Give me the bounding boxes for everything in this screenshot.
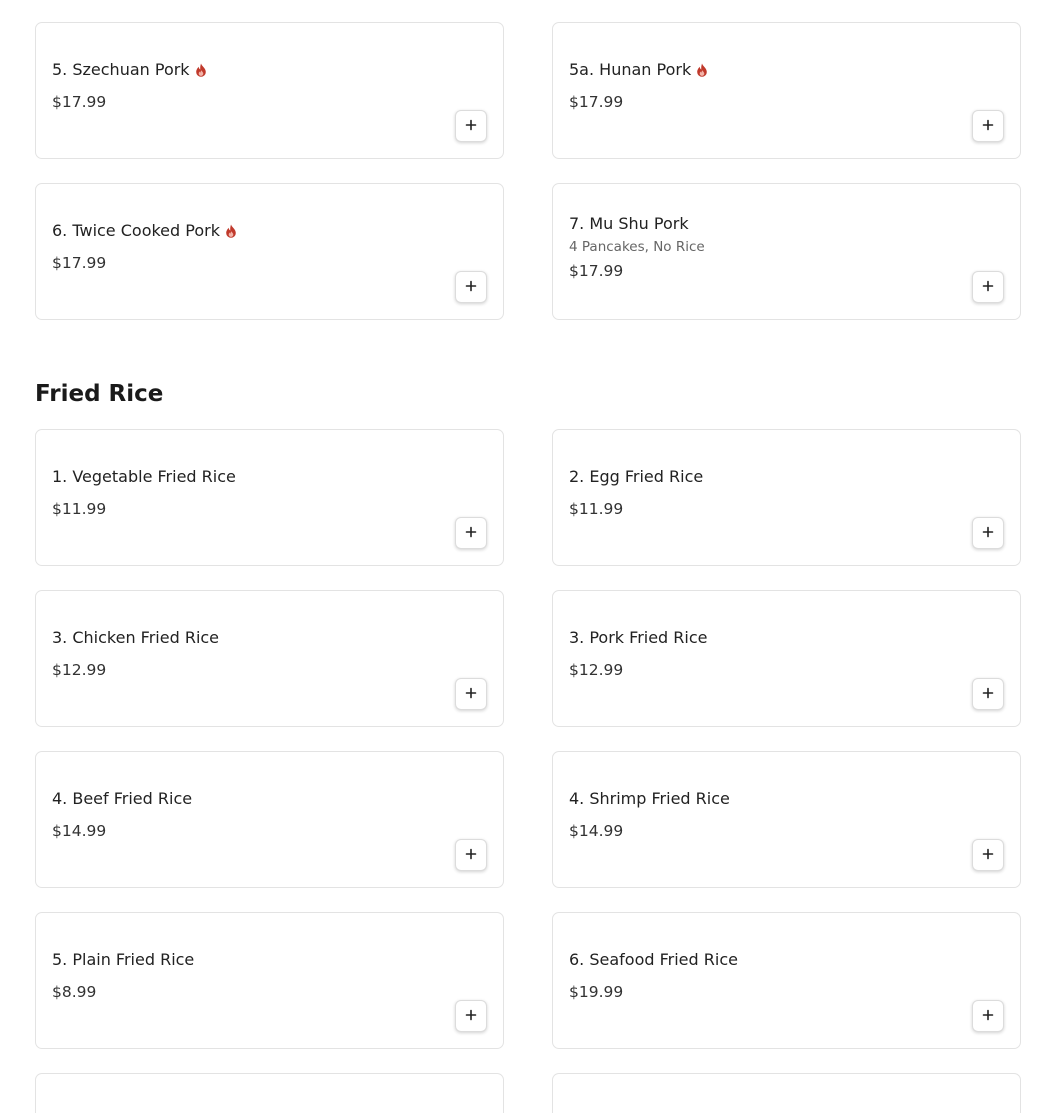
item-description: 4 Pancakes, No Rice	[569, 238, 705, 255]
add-item-button[interactable]	[972, 110, 1004, 142]
menu-item-card[interactable]	[552, 429, 1021, 566]
item-price: $8.99	[52, 983, 97, 1001]
add-item-button[interactable]	[455, 110, 487, 142]
item-name: 4. Beef Fried Rice	[52, 789, 193, 808]
item-price: $17.99	[52, 254, 107, 272]
item-price: $19.99	[569, 983, 624, 1001]
add-item-button[interactable]	[455, 839, 487, 871]
item-name: 7. Mu Shu Pork	[569, 213, 689, 233]
item-name: 6. Seafood Fried Rice	[569, 950, 738, 969]
menu-item-card[interactable]	[552, 183, 1021, 320]
menu-item-card[interactable]	[552, 590, 1021, 727]
add-item-button[interactable]	[972, 839, 1004, 871]
menu-item-card[interactable]	[35, 1073, 504, 1113]
plus-icon	[465, 280, 477, 295]
plus-icon	[982, 526, 994, 541]
add-item-button[interactable]	[455, 271, 487, 303]
add-item-button[interactable]	[972, 678, 1004, 710]
section-title-fried-rice: Fried Rice	[35, 381, 164, 407]
plus-icon	[465, 687, 477, 702]
item-name: 2. Egg Fried Rice	[569, 467, 704, 486]
item-price: $11.99	[52, 500, 107, 518]
menu-item-card[interactable]	[35, 429, 504, 566]
item-name: 3. Chicken Fried Rice	[52, 628, 220, 647]
item-name: 3. Pork Fried Rice	[569, 628, 708, 647]
item-name: 5a. Hunan Pork	[569, 60, 692, 79]
plus-icon	[982, 280, 994, 295]
flame-icon	[195, 63, 207, 77]
menu-item-card[interactable]	[552, 1073, 1021, 1113]
item-name: 4. Shrimp Fried Rice	[569, 789, 730, 808]
plus-icon	[465, 848, 477, 863]
plus-icon	[465, 526, 477, 541]
menu-item-card[interactable]	[35, 751, 504, 888]
item-price: $17.99	[52, 93, 107, 111]
item-name: 6. Twice Cooked Pork	[52, 221, 220, 240]
item-name: 1. Vegetable Fried Rice	[52, 467, 236, 486]
menu-item-card[interactable]	[552, 751, 1021, 888]
fried-rice-items-grid	[35, 429, 1021, 1049]
item-price: $14.99	[52, 822, 107, 840]
menu-item-card[interactable]	[552, 22, 1021, 159]
item-name: 5. Plain Fried Rice	[52, 950, 195, 969]
flame-icon	[225, 224, 237, 238]
add-item-button[interactable]	[972, 271, 1004, 303]
menu-item-card[interactable]	[552, 912, 1021, 1049]
item-price: $12.99	[52, 661, 107, 679]
add-item-button[interactable]	[455, 678, 487, 710]
add-item-button[interactable]	[455, 517, 487, 549]
flame-icon	[696, 63, 708, 77]
item-name: 5. Szechuan Pork	[52, 60, 190, 79]
plus-icon	[982, 848, 994, 863]
item-price: $14.99	[569, 822, 624, 840]
plus-icon	[465, 1009, 477, 1024]
add-item-button[interactable]	[972, 517, 1004, 549]
add-item-button[interactable]	[455, 1000, 487, 1032]
item-price: $12.99	[569, 661, 624, 679]
menu-item-card[interactable]	[35, 912, 504, 1049]
add-item-button[interactable]	[972, 1000, 1004, 1032]
menu-item-card[interactable]	[35, 22, 504, 159]
pork-items-grid	[35, 22, 1021, 320]
item-price: $17.99	[569, 261, 624, 280]
next-row-partial	[35, 1073, 1021, 1113]
menu-item-card[interactable]	[35, 183, 504, 320]
plus-icon	[982, 119, 994, 134]
menu-item-card[interactable]	[35, 590, 504, 727]
plus-icon	[982, 687, 994, 702]
item-price: $11.99	[569, 500, 624, 518]
item-price: $17.99	[569, 93, 624, 111]
plus-icon	[982, 1009, 994, 1024]
plus-icon	[465, 119, 477, 134]
